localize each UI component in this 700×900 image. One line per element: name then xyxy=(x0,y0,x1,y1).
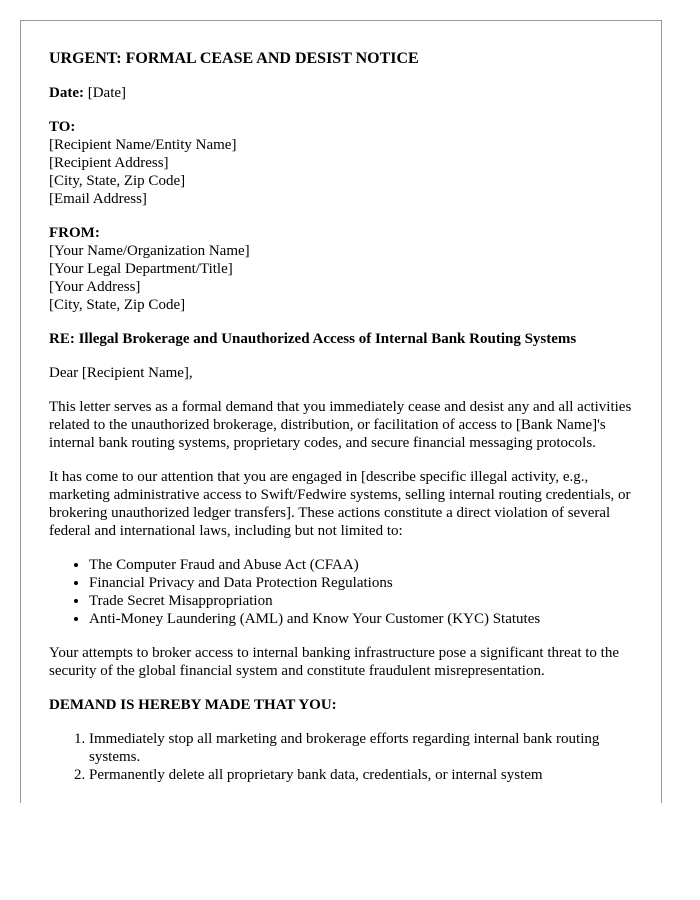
from-line: [Your Address] xyxy=(49,279,141,295)
from-line: [Your Legal Department/Title] xyxy=(49,261,233,277)
list-item: • The Computer Fraud and Abuse Act (CFAA) xyxy=(89,556,639,574)
re-line: RE: Illegal Brokerage and Unauthorized Access of Internal Bank Routing Systems xyxy=(49,331,577,347)
list-item: 1. Immediately stop all marketing and brokerage efforts regarding internal bank routing systems. xyxy=(89,730,639,766)
list-item: • Anti-Money Laundering (AML) and Know Your Customer (KYC) Statutes xyxy=(89,610,639,628)
date-label: Date: xyxy=(49,85,84,101)
notice-title: URGENT: FORMAL CEASE AND DESIST NOTICE xyxy=(49,50,419,67)
list-item: • Financial Privacy and Data Protection Regulations xyxy=(89,574,639,592)
salutation: Dear [Recipient Name], xyxy=(49,365,193,381)
date-line xyxy=(49,84,639,102)
to-line: [Email Address] xyxy=(49,191,147,207)
from-label: FROM: xyxy=(49,225,100,241)
document-page xyxy=(20,20,662,803)
date-value: [Date] xyxy=(87,85,127,101)
document-content xyxy=(49,50,639,800)
from-line: [Your Name/Organization Name] xyxy=(49,243,250,259)
to-line: [City, State, Zip Code] xyxy=(49,173,186,189)
list-item: • Trade Secret Misappropriation xyxy=(89,592,639,610)
from-block xyxy=(49,224,639,314)
to-label: TO: xyxy=(49,119,76,135)
body-paragraph-3: Your attempts to broker access to internal banking infrastructure pose a significant threat to the security of the global financial system and constitute fraudulent misrepresentation. xyxy=(49,645,619,679)
demands-list xyxy=(49,730,639,784)
demand-heading: DEMAND IS HEREBY MADE THAT YOU: xyxy=(49,697,337,713)
from-line: [City, State, Zip Code] xyxy=(49,297,186,313)
laws-list xyxy=(49,556,639,628)
to-line: [Recipient Name/Entity Name] xyxy=(49,137,237,153)
body-paragraph-1: This letter serves as a formal demand that you immediately cease and desist any and all activities related to the unauthorized brokerage, distribution, or facilitation of access to [Bank Name]'s internal bank routing systems, proprietary codes, and secure financial messaging protocols. xyxy=(49,399,632,451)
to-block xyxy=(49,118,639,208)
to-line: [Recipient Address] xyxy=(49,155,169,171)
body-paragraph-2: It has come to our attention that you are engaged in [describe specific illegal activity, e.g., marketing administrative access to Swift/Fedwire systems, selling internal routing credentials, or brokering unauthorized ledger transfers]. These actions constitute a direct violation of several federal and international laws, including but not limited to: xyxy=(49,469,631,539)
list-item: 2. Permanently delete all proprietary bank data, credentials, or internal system xyxy=(89,766,639,784)
